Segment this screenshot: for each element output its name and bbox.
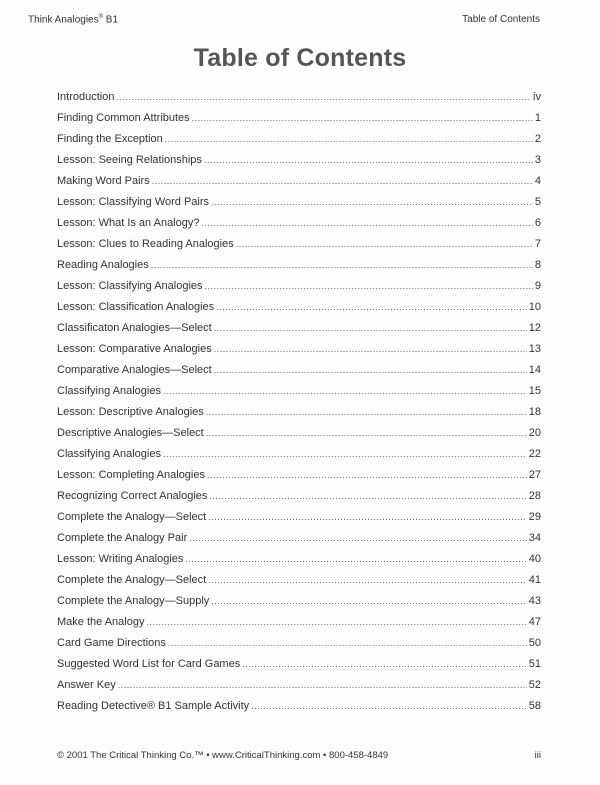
toc-entry	[57, 679, 541, 700]
toc-entry-page: 29	[528, 511, 541, 523]
dot-leader	[242, 658, 527, 670]
toc-entry-page: 34	[528, 532, 541, 544]
toc-entry-page: 28	[528, 490, 541, 502]
dot-leader	[216, 301, 527, 313]
toc-entry-page: 22	[528, 448, 541, 460]
toc-entry-label: Descriptive Analogies—Select	[57, 427, 204, 439]
dot-leader	[165, 133, 533, 145]
toc-entry-label: Lesson: Clues to Reading Analogies	[57, 238, 234, 250]
toc-entry-label: Classificaton Analogies—Select	[57, 322, 212, 334]
dot-leader	[206, 406, 527, 418]
toc-entry	[57, 595, 541, 616]
toc-entry	[57, 154, 541, 175]
toc-entry-page: 12	[528, 322, 541, 334]
toc-entry-label: Complete the Analogy Pair	[57, 532, 188, 544]
toc-entry-label: Lesson: Classification Analogies	[57, 301, 215, 313]
toc-entry	[57, 196, 541, 217]
page-title: Table of Contents	[193, 44, 407, 72]
toc-entry	[57, 406, 541, 427]
dot-leader	[207, 469, 527, 481]
dot-leader	[251, 700, 527, 712]
toc-entry	[57, 301, 541, 322]
toc-entry-page: 7	[534, 238, 541, 250]
toc-entry-page: 9	[534, 280, 541, 292]
section-title: Table of Contents	[462, 14, 540, 25]
dot-leader	[168, 637, 527, 649]
toc-entry-page: 14	[528, 364, 541, 376]
toc-entry-label: Card Game Directions	[57, 637, 166, 649]
toc-entry-page: 27	[528, 469, 541, 481]
toc-entry	[57, 343, 541, 364]
toc-entry	[57, 637, 541, 658]
dot-leader	[189, 532, 527, 544]
toc-entry	[57, 616, 541, 637]
toc-entry-label: Reading Analogies	[57, 259, 149, 271]
dot-leader	[236, 238, 533, 250]
dot-leader	[163, 385, 527, 397]
dot-leader	[163, 448, 527, 460]
toc-entry	[57, 91, 541, 112]
toc-entry-label: Finding Common Attributes	[57, 112, 190, 124]
toc-entry	[57, 511, 541, 532]
dot-leader	[205, 280, 533, 292]
dot-leader	[185, 553, 526, 565]
toc-entry	[57, 469, 541, 490]
dot-leader	[151, 259, 533, 271]
dot-leader	[209, 490, 526, 502]
toc-entry-label: Lesson: Writing Analogies	[57, 553, 184, 565]
dot-leader	[146, 616, 526, 628]
toc-entry	[57, 658, 541, 679]
toc-entry	[57, 259, 541, 280]
toc-entry	[57, 364, 541, 385]
toc-entry	[57, 427, 541, 448]
dot-leader	[116, 91, 531, 103]
toc-entry	[57, 238, 541, 259]
toc-entry-label: Making Word Pairs	[57, 175, 150, 187]
toc-entry-page: 10	[528, 301, 541, 313]
toc-entry-page: 20	[528, 427, 541, 439]
toc-entry-label: Complete the Analogy—Supply	[57, 595, 210, 607]
dot-leader	[214, 343, 527, 355]
toc-entry-page: 58	[528, 700, 541, 712]
toc-entry-page: 52	[528, 679, 541, 691]
toc-entry-label: Make the Analogy	[57, 616, 145, 628]
toc-entry-page: 6	[534, 217, 541, 229]
toc-entry	[57, 112, 541, 133]
toc-entry-label: Reading Detective® B1 Sample Activity	[57, 700, 250, 712]
dot-leader	[192, 112, 533, 124]
toc-entry-label: Finding the Exception	[57, 133, 163, 145]
toc-entry-label: Lesson: Completing Analogies	[57, 469, 205, 481]
toc-entry-label: Lesson: Seeing Relationships	[57, 154, 202, 166]
toc-entry	[57, 574, 541, 595]
copyright-line: © 2001 The Critical Thinking Co.™ • www.CriticalThinking.com • 800-458-4849	[57, 750, 389, 761]
toc-entry	[57, 280, 541, 301]
table-of-contents	[57, 91, 541, 721]
toc-entry	[57, 700, 541, 721]
toc-entry-label: Classifying Analogies	[57, 448, 161, 460]
dot-leader	[152, 175, 533, 187]
toc-entry	[57, 490, 541, 511]
toc-entry-page: 4	[534, 175, 541, 187]
dot-leader	[208, 574, 527, 586]
page-number: iii	[534, 750, 541, 761]
toc-entry-label: Introduction	[57, 91, 115, 103]
toc-entry-page: 8	[534, 259, 541, 271]
dot-leader	[208, 511, 527, 523]
toc-entry	[57, 217, 541, 238]
toc-entry-label: Complete the Analogy—Select	[57, 574, 207, 586]
toc-entry-label: Lesson: Descriptive Analogies	[57, 406, 204, 418]
toc-entry-label: Suggested Word List for Card Games	[57, 658, 241, 670]
toc-entry-label: Lesson: Classifying Analogies	[57, 280, 203, 292]
toc-entry	[57, 133, 541, 154]
toc-entry-label: Lesson: Classifying Word Pairs	[57, 196, 210, 208]
dot-leader	[211, 595, 526, 607]
toc-entry-page: 43	[528, 595, 541, 607]
toc-entry-page: 2	[534, 133, 541, 145]
toc-entry	[57, 448, 541, 469]
dot-leader	[214, 322, 527, 334]
toc-entry-page: 3	[534, 154, 541, 166]
toc-entry-page: 13	[528, 343, 541, 355]
dot-leader	[206, 427, 527, 439]
toc-entry-page: 51	[528, 658, 541, 670]
toc-entry-label: Complete the Analogy—Select	[57, 511, 207, 523]
dot-leader	[214, 364, 527, 376]
toc-entry-label: Lesson: What Is an Analogy?	[57, 217, 200, 229]
toc-entry-page: 50	[528, 637, 541, 649]
toc-entry-label: Comparative Analogies—Select	[57, 364, 212, 376]
dot-leader	[211, 196, 533, 208]
toc-entry	[57, 322, 541, 343]
toc-entry-page: 15	[528, 385, 541, 397]
toc-entry	[57, 385, 541, 406]
toc-entry-page: 40	[528, 553, 541, 565]
dot-leader	[201, 217, 532, 229]
toc-entry-page: 41	[528, 574, 541, 586]
toc-entry-label: Recognizing Correct Analogies	[57, 490, 208, 502]
toc-entry-page: 18	[528, 406, 541, 418]
toc-entry-page: iv	[533, 91, 541, 103]
toc-entry-page: 5	[534, 196, 541, 208]
book-title: Think Analogies® B1	[28, 14, 119, 26]
running-header	[28, 14, 540, 25]
dot-leader	[204, 154, 533, 166]
toc-entry-page: 47	[528, 616, 541, 628]
page-footer	[57, 750, 541, 761]
toc-entry-label: Classifying Analogies	[57, 385, 161, 397]
toc-entry	[57, 175, 541, 196]
toc-entry-label: Answer Key	[57, 679, 116, 691]
dot-leader	[118, 679, 527, 691]
toc-entry	[57, 553, 541, 574]
toc-entry-page: 1	[534, 112, 541, 124]
toc-entry-label: Lesson: Comparative Analogies	[57, 343, 212, 355]
toc-entry	[57, 532, 541, 553]
